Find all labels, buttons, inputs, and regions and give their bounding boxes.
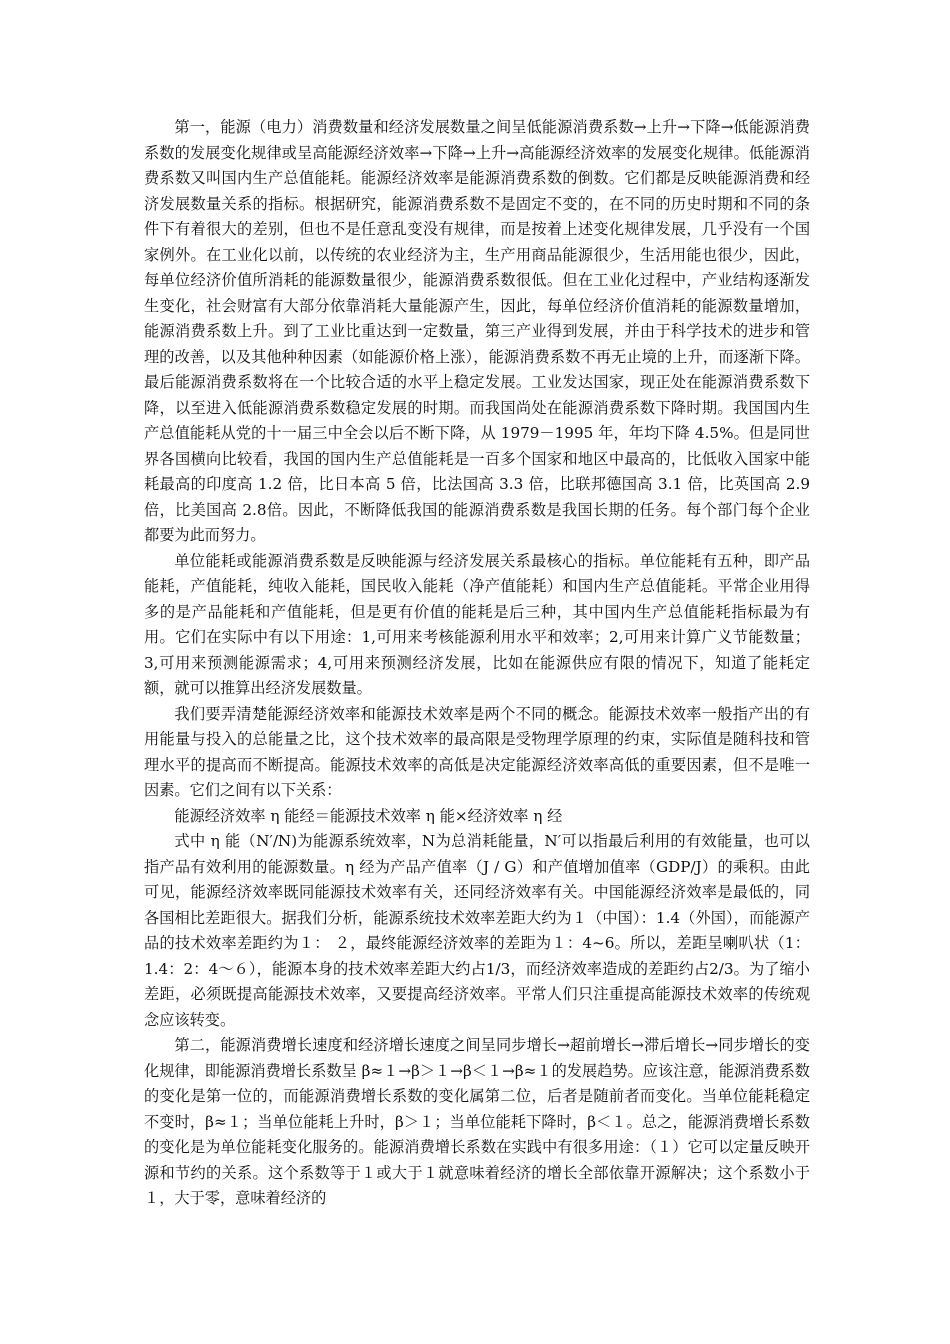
- paragraph-unit-energy-consumption: 单位能耗或能源消费系数是反映能源与经济发展关系最核心的指标。单位能耗有五种，即产品能耗，产值能耗，纯收入能耗，国民收入能耗（净产值能耗）和国内生产总值能耗。平常企业用得多的是产品能耗和产值能耗，但是更有价值的能耗是后三种，其中国内生产总值能耗指标最为有用。它们在实际中有以下用途：1,可用来考核能源利用水平和效率；2,可用来计算广义节能数量；3,可用来预测能源需求；4,可用来预测经济发展，比如在能源供应有限的情况下，知道了能耗定额，就可以推算出经济发展数量。: [144, 551, 810, 697]
- paragraph-energy-consumption-coefficient: 第一，能源（电力）消费数量和经济发展数量之间呈低能源消费系数→上升→下降→低能源消费系数的发展变化规律或呈高能源经济效率→下降→上升→高能源经济效率的发展变化规律。低能源消费系数又叫国内生产总值能耗。能源经济效率是能源消费系数的倒数。它们都是反映能源消费和经济发展数量关系的指标。根据研究，能源消费系数不是固定不变的，在不同的历史时期和不同的条件下有着很大的差别，但也不是任意乱变没有规律，而是按着上述变化规律发展，几乎没有一个国家例外。在工业化以前，以传统的农业经济为主，生产用商品能源很少，生活用能也很少，因此，每单位经济价值所消耗的能源数量很少，能源消费系数很低。但在工业化过程中，产业结构逐渐发生变化，社会财富有大部分依靠消耗大量能源产生，因此，每单位经济价值消耗的能源数量增加，能源消费系数上升。到了工业比重达到一定数量，第三产业得到发展，并由于科学技术的进步和管理的改善，以及其他种种因素（如能源价格上涨），能源消费系数不再无止境的上升，而逐渐下降。最后能源消费系数将在一个比较合适的水平上稳定发展。工业发达国家，现正处在能源消费系数下降，以至进入低能源消费系数稳定发展的时期。而我国尚处在能源消费系数下降时期。我国国内生产总值能耗从党的十一届三中全会以后不断下降，从 1979－1995 年，年均下降 4.5%。但是同世界各国横向比较看，我国的国内生产总值能耗是一百多个国家和地区中最高的，比低收入国家中能耗最高的印度高 1.2 倍，比日本高 5 倍，比法国高 3.3 倍，比联邦德国高 3.1 倍，比英国高 2.9倍，比美国高 2.8倍。因此，不断降低我国的能源消费系数是我国长期的任务。每个部门每个企业都要为此而努力。: [144, 118, 810, 544]
- efficiency-formula: 能源经济效率 η 能经＝能源技术效率 η 能×经济效率 η 经: [174, 806, 563, 825]
- document-body: [144, 115, 810, 1212]
- paragraph-formula-explanation: 式中 η 能（N′/N)为能源系统效率，N为总消耗能量，N′可以指最后利用的有效能量，也可以指产品有效利用的能源数量。η 经为产品产值率（J / G）和产值增加值率（GDP/J）的乘积。由此可见，能源经济效率既同能源技术效率有关，还同经济效率有关。中国能源经济效率是最低的，同各国相比差距很大。据我们分析，能源系统技术效率差距大约为１（中国）：1.4（外国），而能源产品的技术效率差距约为１： ２，最终能源经济效率的差距为１：4~6。所以，差距呈喇叭状（1：1.4：2：4～６），能源本身的技术效率差距大约占1/3，而经济效率造成的差距约占2/3。为了缩小差距，必须既提高能源技术效率，又要提高经济效率。平常人们只注重提高能源技术效率的传统观念应该转变。: [144, 832, 810, 1029]
- paragraph-efficiency-concepts: 我们要弄清楚能源经济效率和能源技术效率是两个不同的概念。能源技术效率一般指产出的有用能量与投入的总能量之比，这个技术效率的最高限是受物理学原理的约束，实际值是随科技和管理水平的提高而不断提高。能源技术效率的高低是决定能源经济效率高低的重要因素，但不是唯一因素。它们之间有以下关系：: [144, 704, 810, 799]
- paragraph-growth-coefficient: 第二，能源消费增长速度和经济增长速度之间呈同步增长→超前增长→滞后增长→同步增长的变化规律，即能源消费增长系数呈 β≈１→β＞１→β＜１→β≈１的发展趋势。应该注意，能源消费系数的变化是第一位的，而能源消费增长系数的变化属第二位，后者是随前者而变化。当单位能耗稳定不变时，β≈１；当单位能耗上升时，β＞１；当单位能耗下降时，β＜１。总之，能源消费增长系数的变化是为单位能耗变化服务的。能源消费增长系数在实践中有很多用途：（１）它可以定量反映开源和节约的关系。这个系数等于１或大于１就意味着经济的增长全部依靠开源解决；这个系数小于１，大于零，意味着经济的: [144, 1036, 810, 1207]
